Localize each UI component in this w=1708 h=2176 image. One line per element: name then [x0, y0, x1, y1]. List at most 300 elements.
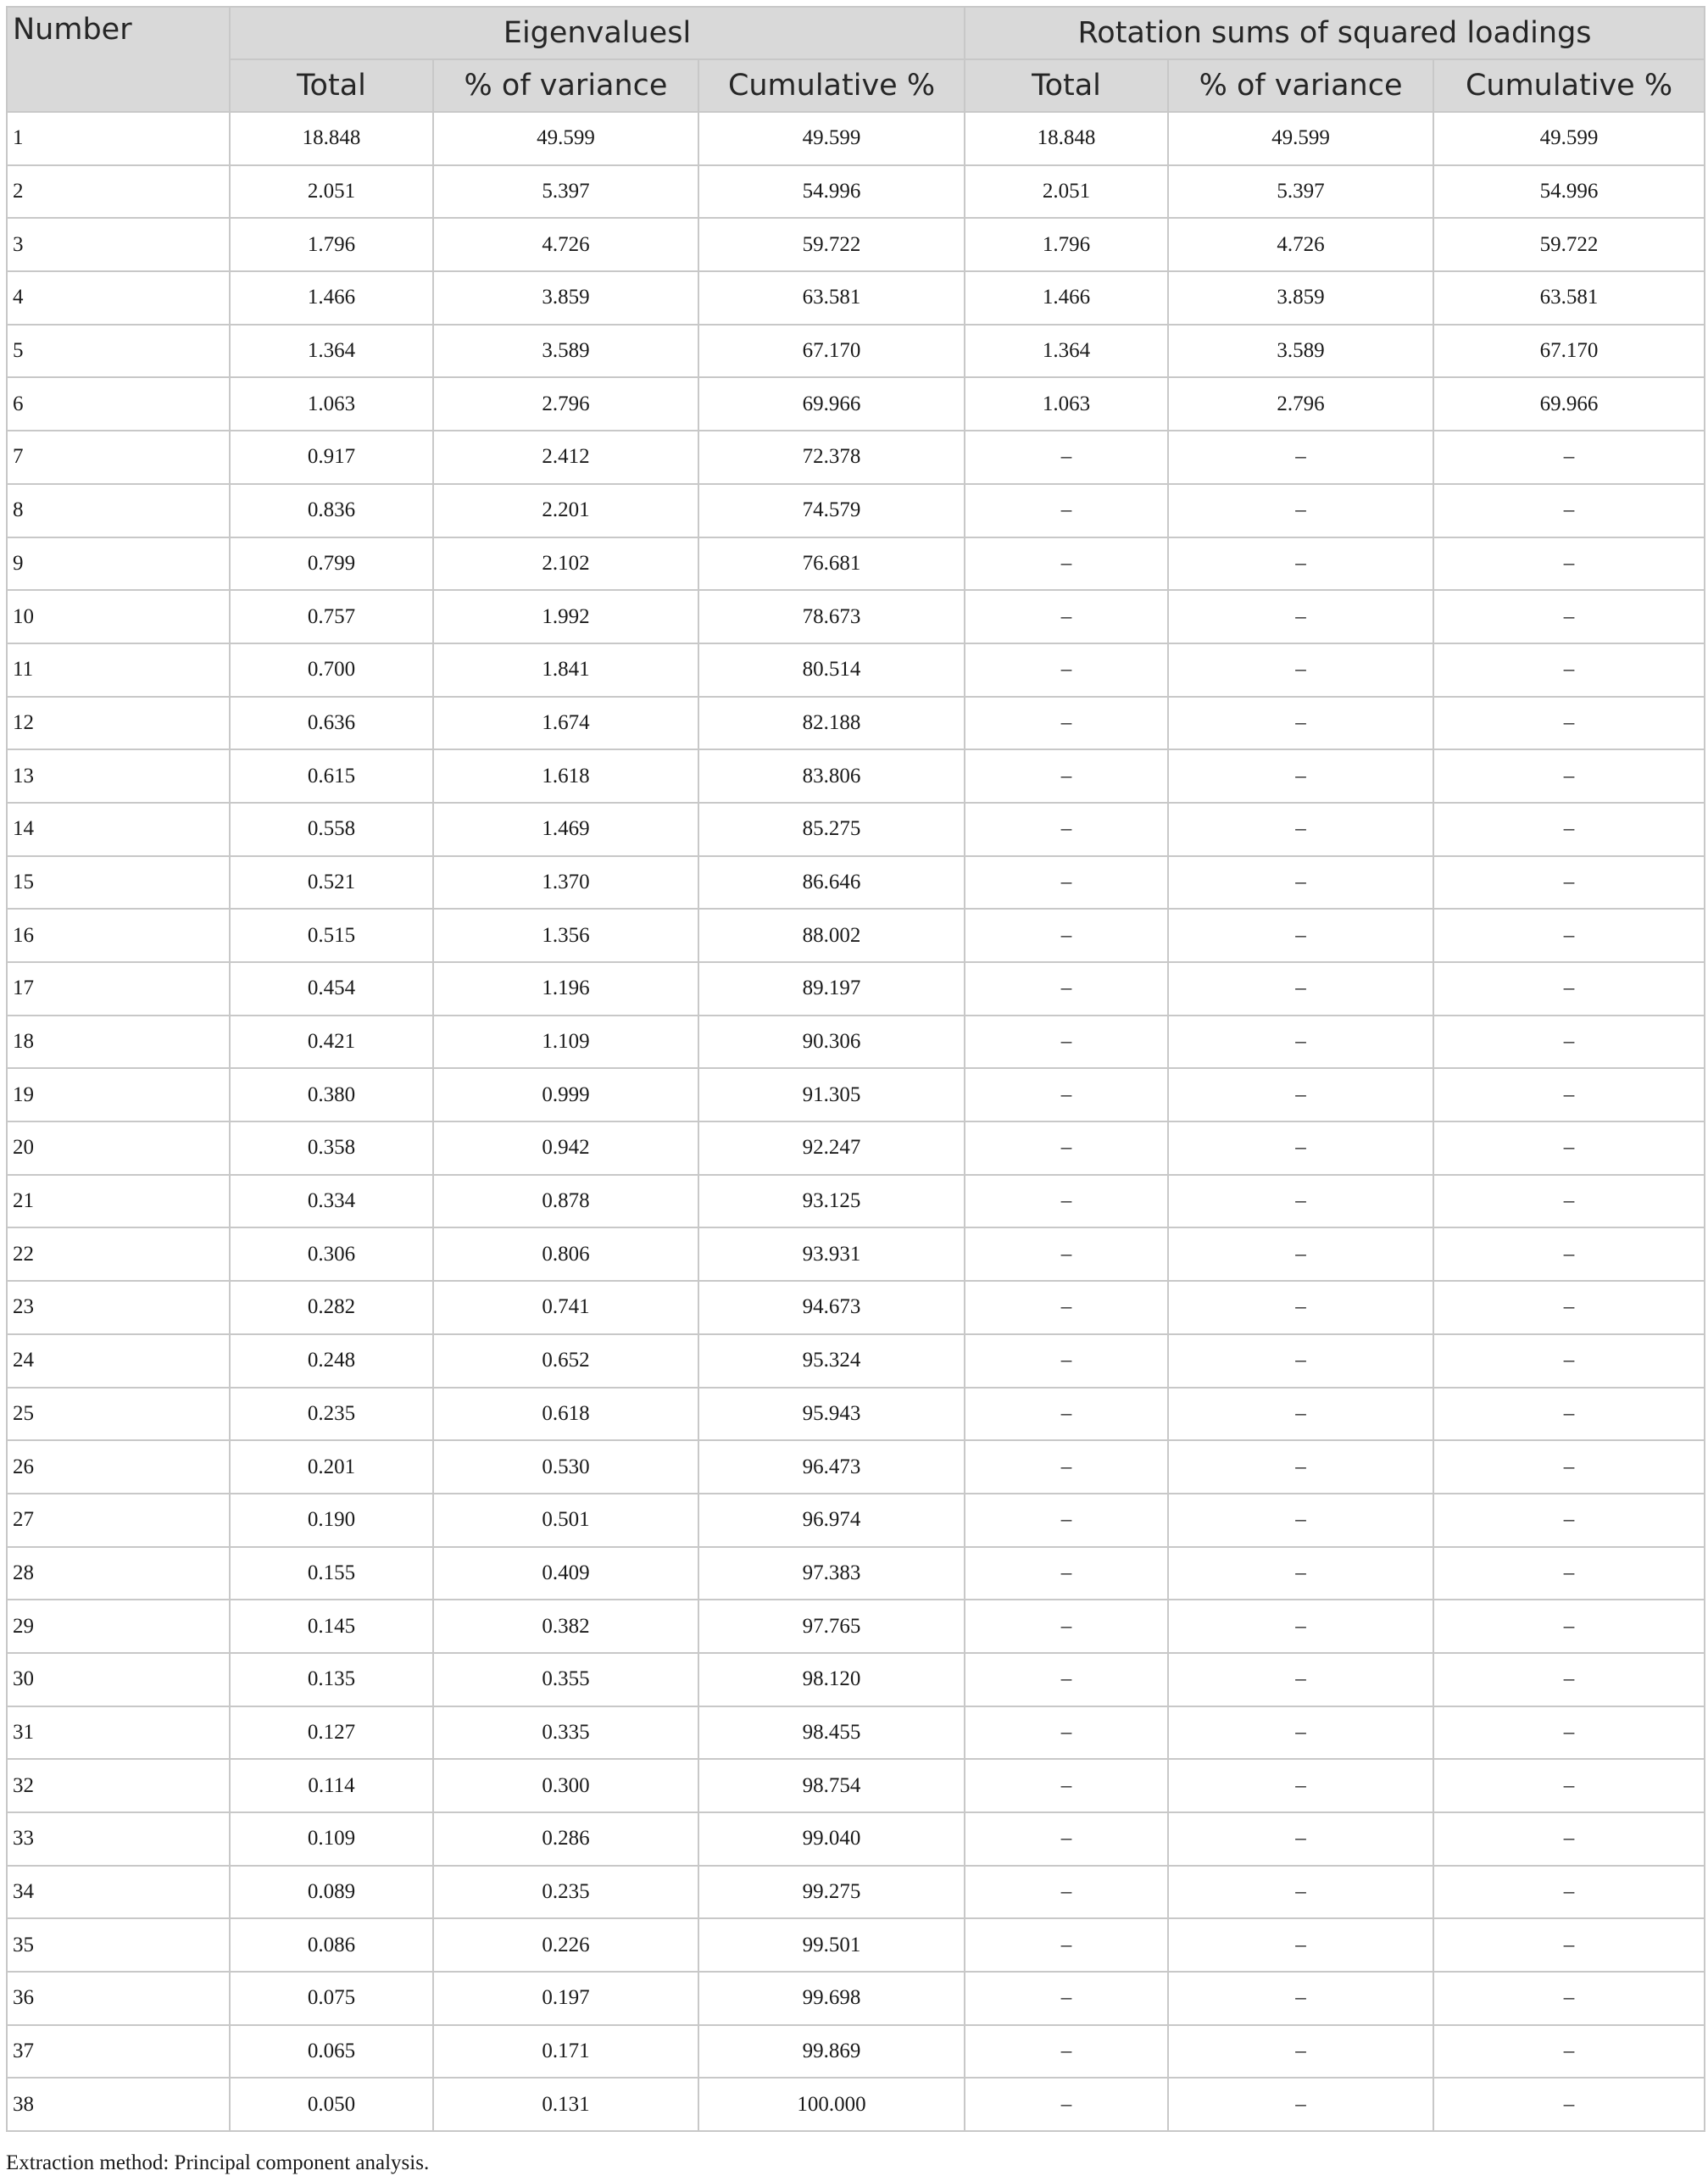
- table-cell: –: [1168, 1175, 1433, 1228]
- table-cell: –: [1168, 1334, 1433, 1388]
- table-cell: 1.364: [965, 325, 1168, 378]
- table-cell: 0.131: [433, 2078, 698, 2131]
- table-cell: 82.188: [698, 697, 965, 750]
- table-cell: 59.722: [698, 218, 965, 271]
- row-number-cell: 31: [7, 1706, 230, 1760]
- table-cell: –: [965, 1388, 1168, 1441]
- table-cell: –: [1433, 803, 1705, 856]
- table-cell: 0.799: [230, 537, 433, 591]
- row-number-cell: 5: [7, 325, 230, 378]
- table-cell: –: [965, 1227, 1168, 1281]
- table-cell: 96.974: [698, 1494, 965, 1547]
- table-cell: –: [1168, 697, 1433, 750]
- table-cell: –: [1433, 1175, 1705, 1228]
- table-cell: –: [1433, 749, 1705, 803]
- table-cell: –: [1433, 1440, 1705, 1494]
- table-cell: –: [965, 1016, 1168, 1069]
- table-cell: 67.170: [1433, 325, 1705, 378]
- header-rotation-variance: % of variance: [1168, 59, 1433, 112]
- row-number-cell: 9: [7, 537, 230, 591]
- table-cell: 0.636: [230, 697, 433, 750]
- row-number-cell: 35: [7, 1918, 230, 1972]
- table-cell: 2.796: [1168, 377, 1433, 431]
- table-cell: 100.000: [698, 2078, 965, 2131]
- table-row: [7, 537, 1705, 591]
- table-cell: 80.514: [698, 643, 965, 697]
- table-cell: 54.996: [1433, 165, 1705, 219]
- table-cell: –: [965, 697, 1168, 750]
- table-row: [7, 484, 1705, 537]
- row-number-cell: 32: [7, 1759, 230, 1812]
- table-cell: 95.324: [698, 1334, 965, 1388]
- table-cell: –: [1168, 803, 1433, 856]
- header-row-groups: [7, 7, 1705, 59]
- table-cell: 4.726: [1168, 218, 1433, 271]
- table-row: [7, 1440, 1705, 1494]
- row-number-cell: 26: [7, 1440, 230, 1494]
- table-cell: 92.247: [698, 1121, 965, 1175]
- table-cell: 1.841: [433, 643, 698, 697]
- table-row: [7, 218, 1705, 271]
- table-cell: 0.806: [433, 1227, 698, 1281]
- table-cell: –: [965, 1972, 1168, 2025]
- row-number-cell: 7: [7, 431, 230, 484]
- row-number-cell: 3: [7, 218, 230, 271]
- table-cell: –: [965, 1121, 1168, 1175]
- table-cell: –: [1168, 1227, 1433, 1281]
- row-number-cell: 38: [7, 2078, 230, 2131]
- table-cell: 0.530: [433, 1440, 698, 1494]
- variance-table: [6, 6, 1705, 2132]
- table-cell: 83.806: [698, 749, 965, 803]
- table-cell: –: [1433, 1281, 1705, 1334]
- table-cell: 0.089: [230, 1866, 433, 1919]
- table-cell: 0.421: [230, 1016, 433, 1069]
- table-cell: –: [965, 1653, 1168, 1706]
- table-cell: 0.075: [230, 1972, 433, 2025]
- table-cell: 85.275: [698, 803, 965, 856]
- table-cell: 0.652: [433, 1334, 698, 1388]
- header-group-eigenvalues: Eigenvaluesl: [230, 7, 965, 59]
- table-cell: 95.943: [698, 1388, 965, 1441]
- row-number-cell: 16: [7, 909, 230, 962]
- table-cell: 1.364: [230, 325, 433, 378]
- table-cell: –: [965, 803, 1168, 856]
- table-cell: 0.741: [433, 1281, 698, 1334]
- table-cell: 99.869: [698, 2025, 965, 2079]
- table-cell: –: [1433, 1227, 1705, 1281]
- header-eigen-cumulative: Cumulative %: [698, 59, 965, 112]
- table-cell: –: [1433, 1547, 1705, 1600]
- table-cell: 2.412: [433, 431, 698, 484]
- table-cell: 0.615: [230, 749, 433, 803]
- table-cell: 97.383: [698, 1547, 965, 1600]
- table-cell: –: [1168, 856, 1433, 910]
- table-cell: –: [1433, 962, 1705, 1016]
- table-cell: –: [1168, 1812, 1433, 1866]
- table-cell: 3.859: [1168, 271, 1433, 325]
- table-cell: 1.063: [965, 377, 1168, 431]
- table-cell: –: [1168, 484, 1433, 537]
- table-cell: –: [1433, 643, 1705, 697]
- table-cell: 3.589: [1168, 325, 1433, 378]
- table-cell: 0.286: [433, 1812, 698, 1866]
- table-row: [7, 1121, 1705, 1175]
- table-cell: –: [1168, 537, 1433, 591]
- table-cell: 1.992: [433, 590, 698, 643]
- table-cell: 1.796: [965, 218, 1168, 271]
- table-cell: 99.501: [698, 1918, 965, 1972]
- table-cell: –: [965, 537, 1168, 591]
- table-cell: 5.397: [433, 165, 698, 219]
- table-cell: –: [965, 1812, 1168, 1866]
- table-cell: 54.996: [698, 165, 965, 219]
- table-row: [7, 1972, 1705, 2025]
- table-cell: –: [965, 749, 1168, 803]
- table-cell: –: [1168, 1121, 1433, 1175]
- table-row: [7, 1068, 1705, 1121]
- table-cell: –: [965, 1334, 1168, 1388]
- table-cell: –: [1433, 1494, 1705, 1547]
- table-row: [7, 962, 1705, 1016]
- table-row: [7, 1812, 1705, 1866]
- table-cell: 0.226: [433, 1918, 698, 1972]
- table-cell: 98.120: [698, 1653, 965, 1706]
- table-cell: 0.999: [433, 1068, 698, 1121]
- table-cell: 1.356: [433, 909, 698, 962]
- table-row: [7, 590, 1705, 643]
- table-cell: 93.125: [698, 1175, 965, 1228]
- table-cell: 0.050: [230, 2078, 433, 2131]
- table-row: [7, 1281, 1705, 1334]
- table-cell: 0.454: [230, 962, 433, 1016]
- table-row: [7, 856, 1705, 910]
- table-cell: 74.579: [698, 484, 965, 537]
- header-eigen-total: Total: [230, 59, 433, 112]
- table-cell: 1.674: [433, 697, 698, 750]
- table-cell: –: [1433, 590, 1705, 643]
- table-cell: 0.515: [230, 909, 433, 962]
- row-number-cell: 37: [7, 2025, 230, 2079]
- table-cell: 49.599: [698, 112, 965, 165]
- table-cell: –: [965, 1281, 1168, 1334]
- table-cell: –: [965, 2025, 1168, 2079]
- table-cell: –: [965, 484, 1168, 537]
- table-cell: –: [1168, 1068, 1433, 1121]
- table-cell: 49.599: [433, 112, 698, 165]
- table-cell: –: [1433, 431, 1705, 484]
- row-number-cell: 19: [7, 1068, 230, 1121]
- table-cell: 0.145: [230, 1600, 433, 1653]
- table-cell: –: [965, 1866, 1168, 1919]
- table-cell: 2.201: [433, 484, 698, 537]
- table-cell: –: [1433, 1706, 1705, 1760]
- table-row: [7, 1388, 1705, 1441]
- row-number-cell: 20: [7, 1121, 230, 1175]
- table-cell: 49.599: [1433, 112, 1705, 165]
- table-row: [7, 803, 1705, 856]
- table-cell: –: [965, 1547, 1168, 1600]
- row-number-cell: 2: [7, 165, 230, 219]
- table-cell: 69.966: [1433, 377, 1705, 431]
- table-cell: 98.455: [698, 1706, 965, 1760]
- table-cell: 63.581: [698, 271, 965, 325]
- table-cell: –: [965, 590, 1168, 643]
- table-cell: 1.796: [230, 218, 433, 271]
- row-number-cell: 27: [7, 1494, 230, 1547]
- row-number-cell: 1: [7, 112, 230, 165]
- row-number-cell: 33: [7, 1812, 230, 1866]
- table-cell: 86.646: [698, 856, 965, 910]
- table-footnote: Extraction method: Principal component analysis.: [6, 2151, 430, 2174]
- table-cell: –: [1168, 1494, 1433, 1547]
- table-cell: –: [1433, 537, 1705, 591]
- table-row: [7, 749, 1705, 803]
- table-cell: 0.197: [433, 1972, 698, 2025]
- table-cell: 1.618: [433, 749, 698, 803]
- table-cell: –: [1433, 1016, 1705, 1069]
- row-number-cell: 30: [7, 1653, 230, 1706]
- table-cell: 0.235: [230, 1388, 433, 1441]
- table-cell: –: [1433, 697, 1705, 750]
- table-cell: 78.673: [698, 590, 965, 643]
- table-cell: 0.334: [230, 1175, 433, 1228]
- table-cell: 96.473: [698, 1440, 965, 1494]
- row-number-cell: 6: [7, 377, 230, 431]
- table-cell: 0.878: [433, 1175, 698, 1228]
- table-cell: –: [1168, 1653, 1433, 1706]
- table-cell: 1.196: [433, 962, 698, 1016]
- table-cell: 3.859: [433, 271, 698, 325]
- table-cell: 1.466: [230, 271, 433, 325]
- table-cell: 69.966: [698, 377, 965, 431]
- table-cell: –: [1433, 1972, 1705, 2025]
- table-cell: 1.469: [433, 803, 698, 856]
- table-cell: –: [1433, 1759, 1705, 1812]
- table-cell: 0.757: [230, 590, 433, 643]
- table-cell: –: [965, 1440, 1168, 1494]
- table-row: [7, 643, 1705, 697]
- row-number-cell: 17: [7, 962, 230, 1016]
- row-number-cell: 8: [7, 484, 230, 537]
- table-cell: 91.305: [698, 1068, 965, 1121]
- table-cell: 0.235: [433, 1866, 698, 1919]
- table-cell: –: [965, 1706, 1168, 1760]
- table-cell: 93.931: [698, 1227, 965, 1281]
- table-cell: 0.409: [433, 1547, 698, 1600]
- table-cell: –: [1168, 749, 1433, 803]
- table-cell: –: [965, 909, 1168, 962]
- table-cell: 99.698: [698, 1972, 965, 2025]
- table-cell: –: [1168, 643, 1433, 697]
- row-number-cell: 21: [7, 1175, 230, 1228]
- table-cell: –: [1168, 431, 1433, 484]
- table-cell: –: [1433, 1918, 1705, 1972]
- table-row: [7, 1334, 1705, 1388]
- table-row: [7, 1016, 1705, 1069]
- table-row: [7, 271, 1705, 325]
- row-number-cell: 25: [7, 1388, 230, 1441]
- table-row: [7, 112, 1705, 165]
- table-cell: 0.086: [230, 1918, 433, 1972]
- table-row: [7, 1918, 1705, 1972]
- table-cell: 76.681: [698, 537, 965, 591]
- table-cell: 18.848: [230, 112, 433, 165]
- table-cell: 94.673: [698, 1281, 965, 1334]
- table-cell: –: [1433, 1866, 1705, 1919]
- table-cell: 0.190: [230, 1494, 433, 1547]
- table-cell: 67.170: [698, 325, 965, 378]
- table-cell: –: [1433, 2025, 1705, 2079]
- table-cell: 2.051: [965, 165, 1168, 219]
- table-cell: –: [1168, 909, 1433, 962]
- table-cell: 1.063: [230, 377, 433, 431]
- table-row: [7, 325, 1705, 378]
- table-cell: 2.102: [433, 537, 698, 591]
- table-cell: 0.382: [433, 1600, 698, 1653]
- header-rotation-total: Total: [965, 59, 1168, 112]
- table-cell: –: [965, 1068, 1168, 1121]
- row-number-cell: 34: [7, 1866, 230, 1919]
- table-cell: –: [1433, 909, 1705, 962]
- table-cell: 0.358: [230, 1121, 433, 1175]
- row-number-cell: 15: [7, 856, 230, 910]
- header-rotation-cumulative: Cumulative %: [1433, 59, 1705, 112]
- table-cell: –: [965, 962, 1168, 1016]
- table-cell: 59.722: [1433, 218, 1705, 271]
- table-cell: 0.836: [230, 484, 433, 537]
- table-cell: 89.197: [698, 962, 965, 1016]
- table-cell: 98.754: [698, 1759, 965, 1812]
- table-row: [7, 1175, 1705, 1228]
- table-cell: 88.002: [698, 909, 965, 962]
- table-cell: 0.942: [433, 1121, 698, 1175]
- table-cell: –: [1168, 2025, 1433, 2079]
- table-cell: 72.378: [698, 431, 965, 484]
- table-cell: –: [965, 643, 1168, 697]
- table-cell: –: [1168, 1016, 1433, 1069]
- table-cell: –: [1433, 1334, 1705, 1388]
- table-cell: 1.466: [965, 271, 1168, 325]
- table-cell: 0.917: [230, 431, 433, 484]
- row-number-cell: 12: [7, 697, 230, 750]
- table-cell: –: [1168, 1281, 1433, 1334]
- table-cell: 18.848: [965, 112, 1168, 165]
- table-cell: 99.040: [698, 1812, 965, 1866]
- table-cell: 0.558: [230, 803, 433, 856]
- table-cell: 97.765: [698, 1600, 965, 1653]
- table-cell: 2.796: [433, 377, 698, 431]
- table-cell: –: [1168, 962, 1433, 1016]
- header-row-subcolumns: [7, 59, 1705, 112]
- table-cell: –: [1168, 1972, 1433, 2025]
- table-row: [7, 697, 1705, 750]
- table-cell: –: [1433, 1812, 1705, 1866]
- table-cell: –: [1168, 1918, 1433, 1972]
- table-row: [7, 1600, 1705, 1653]
- table-cell: 0.282: [230, 1281, 433, 1334]
- table-row: [7, 431, 1705, 484]
- table-cell: 0.700: [230, 643, 433, 697]
- table-cell: 5.397: [1168, 165, 1433, 219]
- table-row: [7, 2078, 1705, 2131]
- row-number-cell: 29: [7, 1600, 230, 1653]
- table-cell: 0.171: [433, 2025, 698, 2079]
- table-row: [7, 377, 1705, 431]
- table-header: [7, 7, 1705, 112]
- table-cell: –: [1433, 1068, 1705, 1121]
- row-number-cell: 11: [7, 643, 230, 697]
- table-row: [7, 1494, 1705, 1547]
- table-cell: 1.109: [433, 1016, 698, 1069]
- table-cell: 0.306: [230, 1227, 433, 1281]
- table-cell: –: [1168, 590, 1433, 643]
- row-number-cell: 14: [7, 803, 230, 856]
- table-cell: –: [1168, 1706, 1433, 1760]
- row-number-cell: 10: [7, 590, 230, 643]
- table-row: [7, 1759, 1705, 1812]
- row-number-cell: 24: [7, 1334, 230, 1388]
- table-cell: 0.155: [230, 1547, 433, 1600]
- table-row: [7, 1547, 1705, 1600]
- table-cell: –: [965, 1759, 1168, 1812]
- table-row: [7, 1706, 1705, 1760]
- table-row: [7, 909, 1705, 962]
- table-cell: –: [1433, 1600, 1705, 1653]
- table-cell: 90.306: [698, 1016, 965, 1069]
- table-cell: –: [965, 2078, 1168, 2131]
- table-cell: –: [965, 431, 1168, 484]
- table-cell: –: [1168, 1600, 1433, 1653]
- table-cell: –: [965, 1600, 1168, 1653]
- table-cell: –: [1433, 1121, 1705, 1175]
- table-row: [7, 1227, 1705, 1281]
- row-number-cell: 23: [7, 1281, 230, 1334]
- table-cell: 0.109: [230, 1812, 433, 1866]
- table-cell: –: [965, 1175, 1168, 1228]
- table-cell: 2.051: [230, 165, 433, 219]
- row-number-cell: 4: [7, 271, 230, 325]
- table-cell: –: [1168, 1866, 1433, 1919]
- table-cell: 0.065: [230, 2025, 433, 2079]
- table-cell: 0.114: [230, 1759, 433, 1812]
- header-eigen-variance: % of variance: [433, 59, 698, 112]
- table-cell: 99.275: [698, 1866, 965, 1919]
- row-number-cell: 22: [7, 1227, 230, 1281]
- table-cell: 0.618: [433, 1388, 698, 1441]
- table-body: [7, 112, 1705, 2131]
- table-cell: 0.127: [230, 1706, 433, 1760]
- table-cell: 0.380: [230, 1068, 433, 1121]
- table-cell: –: [1433, 484, 1705, 537]
- table-cell: 3.589: [433, 325, 698, 378]
- table-row: [7, 1866, 1705, 1919]
- table-cell: 1.370: [433, 856, 698, 910]
- row-number-cell: 18: [7, 1016, 230, 1069]
- table-cell: 0.201: [230, 1440, 433, 1494]
- row-number-cell: 13: [7, 749, 230, 803]
- header-number: Number: [7, 7, 230, 112]
- table-cell: 0.335: [433, 1706, 698, 1760]
- table-cell: –: [965, 856, 1168, 910]
- table-cell: 0.501: [433, 1494, 698, 1547]
- table-row: [7, 2025, 1705, 2079]
- table-cell: 49.599: [1168, 112, 1433, 165]
- table-cell: –: [1168, 1388, 1433, 1441]
- table-cell: –: [1168, 1759, 1433, 1812]
- table-cell: –: [1433, 1653, 1705, 1706]
- table-cell: –: [1168, 2078, 1433, 2131]
